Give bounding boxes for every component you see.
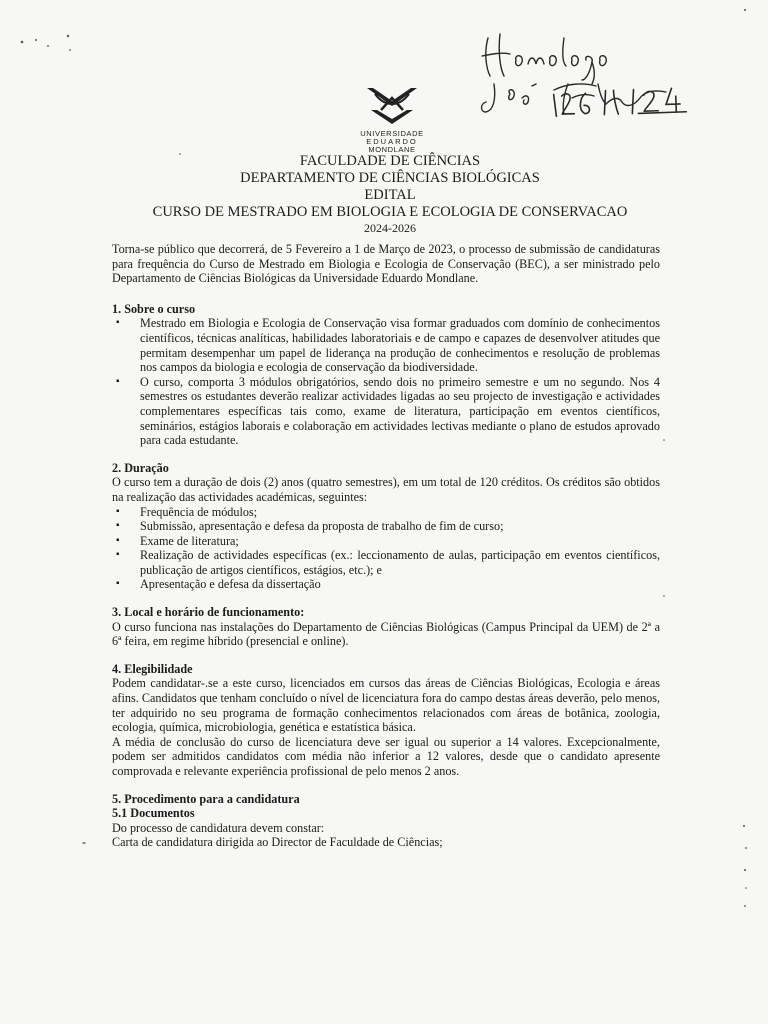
handwritten-date-drawing: [551, 84, 692, 119]
section-2-text: O curso tem a duração de dois (2) anos (quatro semestres), em um total de 120 créditos. Os créditos são obtidos na realização das actividades académicas, seguintes:: [112, 475, 660, 504]
list-item: ▪ Realização de actividades específicas (ex.: leccionamento de aulas, participação em eventos científicos, publicação de artigos científicos, estágios, etc.); e: [140, 548, 660, 577]
uem-emblem-icon: [361, 84, 423, 128]
list-item: ▪ O curso, comporta 3 módulos obrigatórios, sendo dois no primeiro semestre e um no segundo. Nos 4 semestres os estudantes deverão realizar actividades ligadas ao seu projecto de investigação e actividades complementares específicas tais como, exame de literatura, participação em eventos científicos, seminários, estágios laborais e colaboração em actividades lectivas mediante o plano de estudos aprovado para cada estudante.: [140, 375, 660, 448]
section-5-text: Do processo de candidatura devem constar:: [112, 820, 325, 835]
logo-line-1: UNIVERSIDADE: [360, 129, 424, 138]
section-2-title: 2. Duração: [112, 460, 169, 475]
section-5-1-title: 5.1 Documentos: [112, 806, 195, 821]
list-item: [82, 835, 660, 850]
handwritten-date: [551, 84, 692, 125]
section-1-list: [112, 316, 660, 447]
dash-bullet: -: [82, 835, 87, 850]
university-logo: [352, 84, 432, 154]
section-2-list: [112, 505, 660, 593]
section-3-title: 3. Local e horário de funcionamento:: [112, 605, 305, 620]
section-4-title: 4. Elegibilidade: [112, 661, 193, 676]
list-item: ▪ Mestrado em Biologia e Ecologia de Conservação visa formar graduados com domínio de conhecimentos científicos, técnicas analíticas, habilidades laboratoriais e de campo e capazes de desenvolver atitudes que permitam desempenhar um papel de liderança na produção de conhecimentos e resolução de problemas nos campos da biologia e ecologia de conservação da biodiversidade.: [140, 316, 660, 374]
section-4-text-1: Podem candidatar-.se a este curso, licenciados em cursos das áreas de Ciências Biológicas, Ecologia e áreas afins. Candidatos que tenham concluído o nível de licenciatura fora do campo destas áreas deverão, pelo menos, ter adquirido no seu programa de formação conhecimentos relacionados com áreas de botânica, zoologia, ecologia, química, microbiologia, genética e estatística básica.: [112, 676, 660, 735]
section-3-text: O curso funciona nas instalações do Departamento de Ciências Biológicas (Campus Principal da UEM) de 2ª a 6ª feira, em regime híbrido (presencial e online).: [112, 619, 660, 649]
document-header: [110, 153, 670, 236]
course-title: CURSO DE MESTRADO EM BIOLOGIA E ECOLOGIA DE CONSERVACAO: [152, 204, 628, 220]
intro-paragraph: Torna-se público que decorrerá, de 5 Fevereiro a 1 de Março de 2023, o processo de submissão de candidaturas para frequência do Curso de Mestrado em Biologia e Ecologia de Conservação (BEC), a ser ministrado pelo Departamento de Ciências Biológicas da Universidade Eduardo Mondlane.: [112, 242, 660, 286]
list-item-text: Carta de candidatura dirigida ao Director de Faculdade de Ciências;: [112, 835, 443, 850]
list-item: ▪ Submissão, apresentação e defesa da proposta de trabalho de fim de curso;: [140, 519, 660, 534]
document-body: [82, 242, 660, 850]
list-item: ▪ Exame de literatura;: [140, 534, 660, 549]
list-item: ▪ Apresentação e defesa da dissertação: [140, 577, 660, 592]
section-4-text-2: A média de conclusão do curso de licenciatura deve ser igual ou superior a 14 valores. Excepcionalmente, podem ser admitidos candidatos com média não inferior a 12 valores, desde que o candidato apresente comprovada e relevante experiência profissional de pelo menos 2 anos.: [112, 734, 660, 778]
department-name: DEPARTAMENTO DE CIÊNCIAS BIOLÓGICAS: [240, 170, 540, 186]
document-type: EDITAL: [364, 187, 416, 203]
list-item: ▪ Frequência de módulos;: [140, 505, 660, 520]
logo-line-3: MONDLANE: [368, 145, 416, 154]
logo-line-2: EDUARDO: [366, 137, 418, 146]
section-5-title: 5. Procedimento para a candidatura: [112, 791, 300, 806]
faculty-name: FACULDADE DE CIÊNCIAS: [299, 153, 481, 169]
course-years: 2024-2026: [364, 221, 416, 235]
section-1-title: 1. Sobre o curso: [112, 301, 196, 316]
